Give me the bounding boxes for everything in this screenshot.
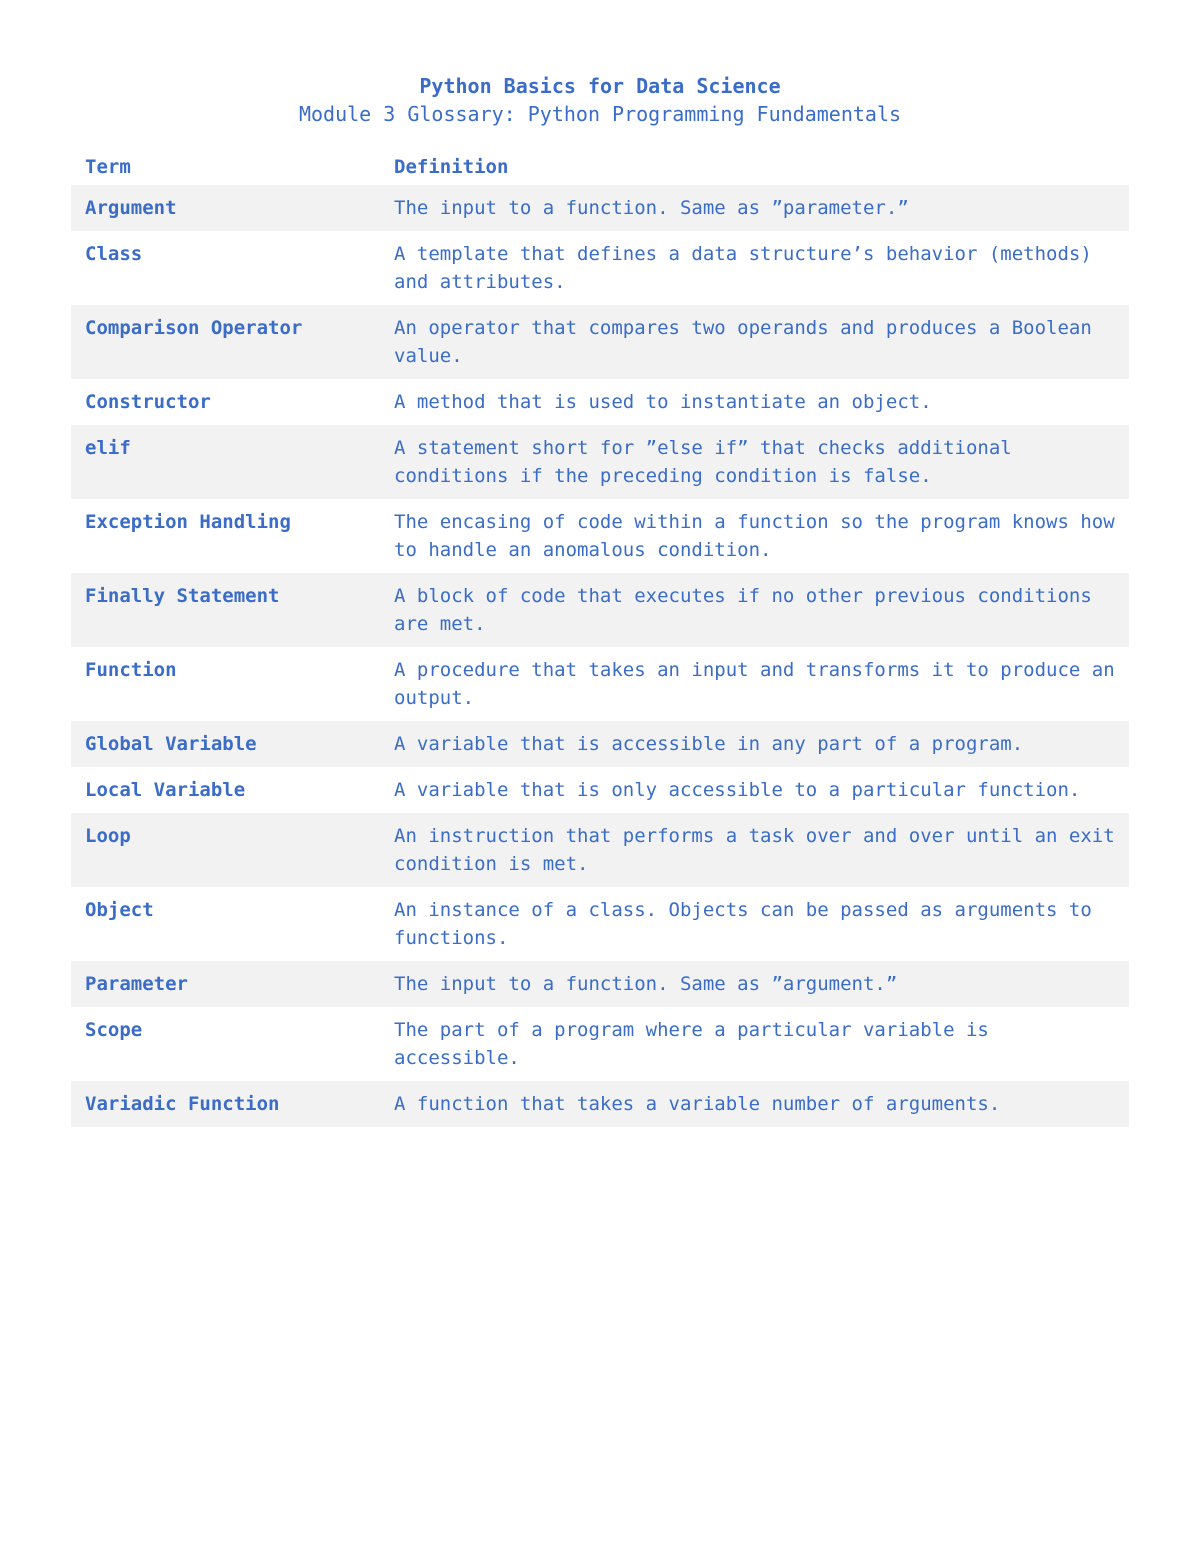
definition-cell: An instance of a class. Objects can be passed as arguments to functions. — [394, 899, 1092, 949]
table-row — [71, 1007, 1129, 1081]
definition-cell: A variable that is accessible in any part of a program. — [394, 733, 1024, 755]
term-cell: Object — [85, 899, 154, 921]
table-row — [71, 231, 1129, 305]
table-row — [71, 573, 1129, 647]
definition-cell: A template that defines a data structure’s behavior (methods) and attributes. — [394, 243, 1092, 293]
term-cell: Finally Statement — [85, 585, 280, 607]
term-cell: Argument — [85, 197, 177, 219]
table-row — [71, 499, 1129, 573]
glossary-table — [71, 145, 1129, 1127]
definition-cell: A block of code that executes if no other previous conditions are met. — [394, 585, 1092, 635]
definition-cell: A method that is used to instantiate an object. — [394, 391, 932, 413]
table-row — [71, 887, 1129, 961]
table-row — [71, 721, 1129, 767]
definition-cell: The part of a program where a particular variable is accessible. — [394, 1019, 989, 1069]
term-cell: Comparison Operator — [85, 317, 303, 339]
document-subtitle: Module 3 Glossary: Python Programming Fundamentals — [298, 102, 902, 126]
table-row — [71, 1081, 1129, 1127]
definition-cell: An instruction that performs a task over and over until an exit condition is met. — [394, 825, 1115, 875]
term-cell: Scope — [85, 1019, 143, 1041]
table-row — [71, 425, 1129, 499]
table-row — [71, 767, 1129, 813]
term-cell: Loop — [85, 825, 131, 847]
table-row — [71, 813, 1129, 887]
definition-cell: A procedure that takes an input and transforms it to produce an output. — [394, 659, 1115, 709]
column-header-term: Term — [85, 156, 131, 178]
term-cell: Variadic Function — [85, 1093, 280, 1115]
definition-cell: A function that takes a variable number of arguments. — [394, 1093, 1001, 1115]
definition-cell: A statement short for ”else if” that checks additional conditions if the preceding condition is false. — [394, 437, 1012, 487]
document-title: Python Basics for Data Science — [419, 74, 781, 98]
term-cell: Parameter — [85, 973, 188, 995]
definition-cell: The input to a function. Same as ”parameter.” — [394, 197, 909, 219]
table-row — [71, 185, 1129, 231]
table-row — [71, 379, 1129, 425]
term-cell: Global Variable — [85, 733, 257, 755]
table-header-row — [71, 145, 1129, 185]
term-cell: Exception Handling — [85, 511, 291, 533]
definition-cell: An operator that compares two operands and produces a Boolean value. — [394, 317, 1092, 367]
definition-cell: The input to a function. Same as ”argument.” — [394, 973, 898, 995]
term-cell: Local Variable — [85, 779, 246, 801]
definition-cell: A variable that is only accessible to a particular function. — [394, 779, 1081, 801]
document-header — [0, 72, 1200, 128]
table-row — [71, 961, 1129, 1007]
term-cell: Class — [85, 243, 143, 265]
column-header-definition: Definition — [394, 156, 509, 178]
term-cell: Constructor — [85, 391, 211, 413]
term-cell: elif — [85, 437, 131, 459]
table-row — [71, 647, 1129, 721]
term-cell: Function — [85, 659, 177, 681]
definition-cell: The encasing of code within a function so the program knows how to handle an anomalous condition. — [394, 511, 1115, 561]
table-row — [71, 305, 1129, 379]
